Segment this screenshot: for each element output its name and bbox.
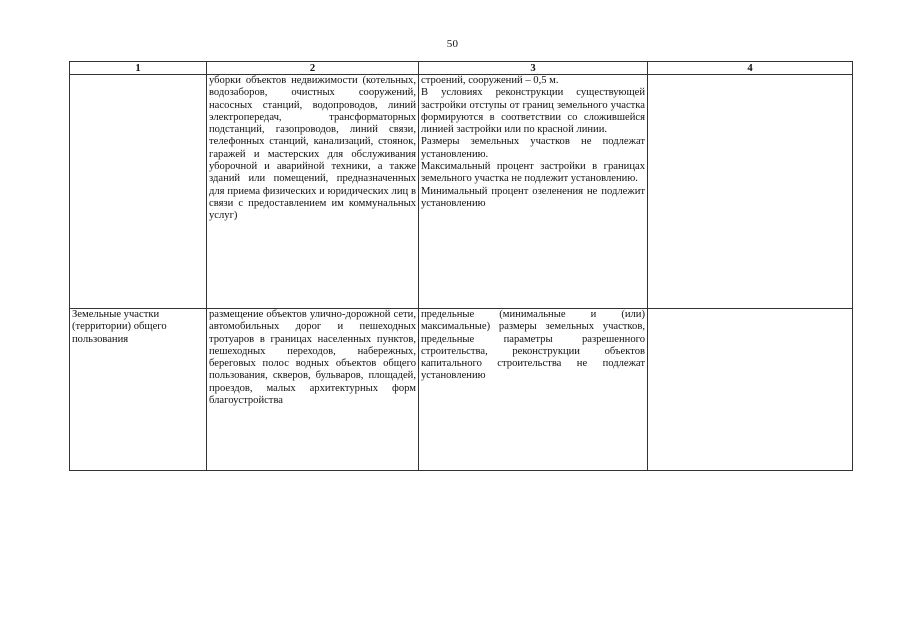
row1-col2: уборки объектов недвижимости (котельных, водозаборов, очистных сооружений, насосных станций, водопроводов, линий электропередач, трансформаторных подстанций, газопроводов, линий связи, телефонных станций, канализаций, стоянок, гаражей и мастерских для обслуживания уборочной и аварийной техники, а также зданий или помещений, предназначенных для приема физических и юридических лиц в связи с предоставлением им коммунальных услуг) [207,75,419,309]
row2-col1: Земельные участки (территории) общего пользования [70,309,207,471]
row1-col3-para-2: В условиях реконструкции существующей застройки отступы от границ земельного участка формируются в соответствии со сложившейся линией застройки или по красной линии. [421,87,645,136]
column-header-1: 1 [70,62,207,75]
table-header-row [70,62,853,75]
land-use-table [69,61,853,471]
row1-col3-para-4: Максимальный процент застройки в границах земельного участка не подлежит установлению. [421,161,645,185]
row1-col3-para-3: Размеры земельных участков не подлежат установлению. [421,136,645,160]
column-header-4: 4 [648,62,853,75]
table-row [70,309,853,471]
row1-col3-para-1: строений, сооружений – 0,5 м. [421,75,559,86]
page-number: 50 [446,38,459,50]
row2-col3 [419,309,648,471]
row1-col1 [70,75,207,309]
row1-col3 [419,75,648,309]
row1-col4 [648,75,853,309]
table-row [70,75,853,309]
row2-col2: размещение объектов улично-дорожной сети, автомобильных дорог и пешеходных тротуаров в границах населенных пунктов, пешеходных переходов, набережных, береговых полос водных объектов общего пользования, скверов, бульваров, площадей, проездов, малых архитектурных форм благоустройства [207,309,419,471]
column-header-3: 3 [419,62,648,75]
row1-col3-para-5: Минимальный процент озеленения не подлежит установлению [421,185,645,209]
column-header-2: 2 [207,62,419,75]
row2-col4 [648,309,853,471]
row2-col3-para-1: предельные (минимальные и (или) максимальные) размеры земельных участков, предельные параметры разрешенного строительства, реконструкции объектов капитального строительства не подлежат установлению [421,309,645,382]
